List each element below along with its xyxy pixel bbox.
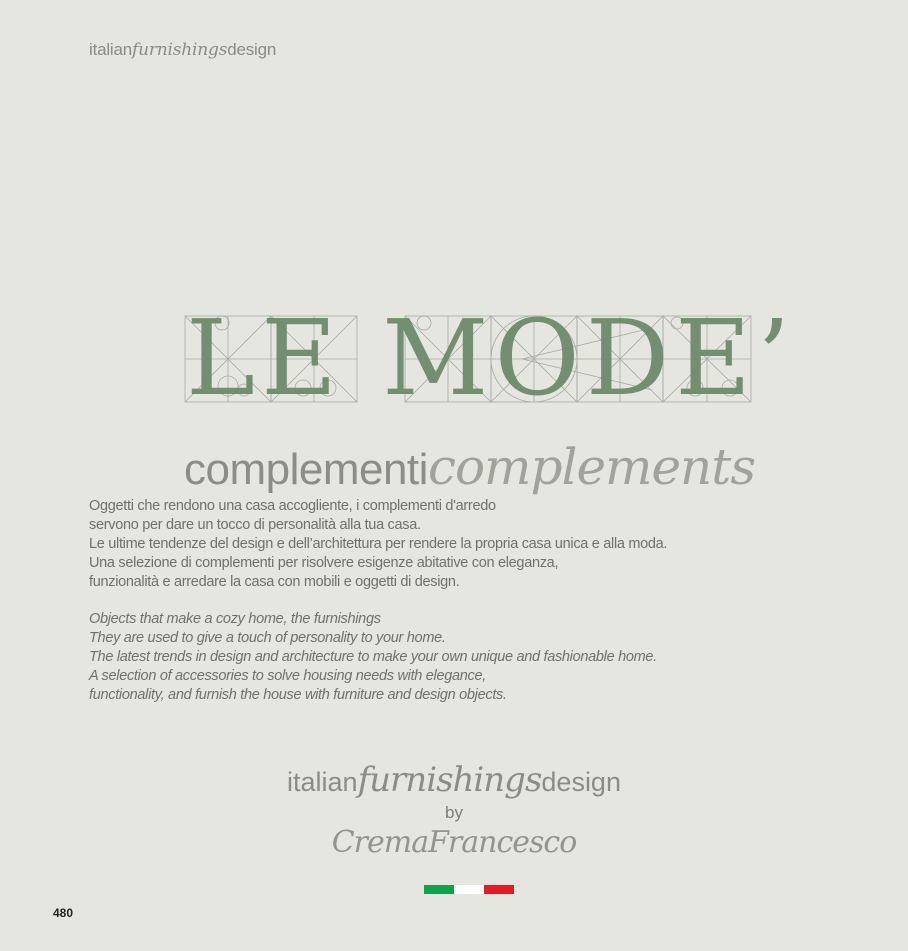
- italian-line: servono per dare un tocco di personalità alla tua casa.: [89, 517, 421, 533]
- brand-word-italian: italian: [89, 40, 133, 59]
- english-description: [89, 610, 809, 705]
- subtitle-english: complements: [427, 438, 755, 496]
- page-title: LE MODE’: [186, 297, 797, 419]
- section-subtitle: [184, 438, 755, 496]
- brand-word-furnishings: furnishings: [132, 40, 228, 60]
- english-line: A selection of accessories to solve housing needs with elegance,: [89, 668, 486, 684]
- flag-red-band: [484, 885, 514, 894]
- page-number: 480: [53, 906, 74, 920]
- footer-by-label: by: [445, 803, 463, 822]
- italian-line: funzionalità e arredare la casa con mobili e oggetti di design.: [89, 574, 460, 590]
- english-line: functionality, and furnish the house with furniture and design objects.: [89, 687, 507, 703]
- flag-white-band: [454, 885, 484, 894]
- header-brand-logo: [89, 40, 276, 60]
- italian-flag-icon: [424, 885, 514, 894]
- footer-brand-design: design: [541, 767, 621, 797]
- designer-signature: CremaFrancesco: [331, 825, 577, 860]
- title-block: [182, 297, 802, 419]
- subtitle-italian: complementi: [184, 445, 428, 494]
- italian-line: Una selezione di complementi per risolvere esigenze abitative con eleganza,: [89, 555, 559, 571]
- english-line: The latest trends in design and architecture to make your own unique and fashionable home.: [89, 649, 657, 665]
- italian-line: Oggetti che rendono una casa accogliente, i complementi d'arredo: [89, 498, 496, 514]
- english-line: They are used to give a touch of personality to your home.: [89, 630, 446, 646]
- footer-brand-logo: [0, 760, 908, 800]
- italian-description: [89, 497, 809, 592]
- flag-green-band: [424, 885, 454, 894]
- footer-brand-italian: italian: [287, 767, 358, 797]
- italian-line: Le ultime tendenze del design e dell’architettura per rendere la propria casa unica e alla moda.: [89, 536, 668, 552]
- brand-word-design: design: [227, 40, 277, 59]
- english-line: Objects that make a cozy home, the furnishings: [89, 611, 381, 627]
- footer-brand-furnishings: furnishings: [357, 760, 542, 800]
